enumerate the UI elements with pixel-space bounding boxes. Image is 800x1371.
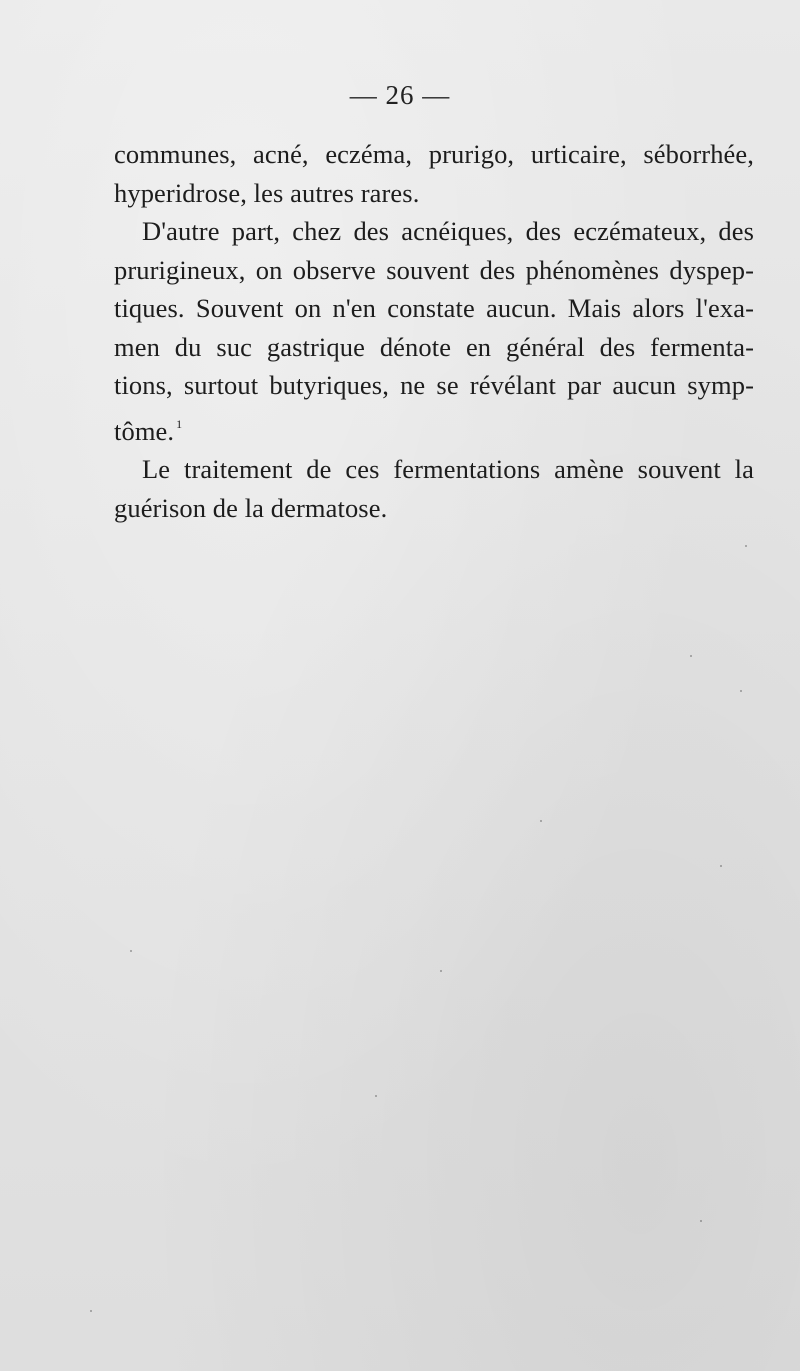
scan-speck bbox=[745, 545, 747, 547]
scan-speck bbox=[700, 1220, 702, 1222]
text-line: D'autre part, chez des acnéiques, des eczémateux, des bbox=[142, 216, 754, 246]
text-line: men du suc gastrique dénote en général des fermenta- bbox=[114, 331, 754, 362]
scan-speck bbox=[720, 865, 722, 867]
scan-speck bbox=[540, 820, 542, 822]
text-line: Le traitement de ces fermentations amène souvent la bbox=[142, 454, 754, 484]
text-line: tions, surtout butyriques, ne se révélant par aucun symp- bbox=[114, 370, 754, 400]
body-text bbox=[114, 135, 754, 527]
scan-speck bbox=[440, 970, 442, 972]
page-number: — 26 — bbox=[349, 80, 451, 110]
text-line: tôme. bbox=[114, 415, 175, 446]
text-line: communes, acné, eczéma, prurigo, urticaire, séborrhée, bbox=[114, 139, 754, 169]
text-line-with-footnote bbox=[114, 405, 754, 451]
text-line: guérison de la dermatose. bbox=[114, 492, 388, 523]
text-line: prurigineux, on observe souvent des phénomènes dyspep- bbox=[114, 254, 754, 285]
scan-speck bbox=[690, 655, 692, 657]
scan-speck bbox=[740, 690, 742, 692]
footnote-marker: 1 bbox=[176, 416, 183, 431]
text-line: hyperidrose, les autres rares. bbox=[114, 177, 420, 208]
scan-speck bbox=[130, 950, 132, 952]
scan-speck bbox=[375, 1095, 377, 1097]
text-line: tiques. Souvent on n'en constate aucun. Mais alors l'exa- bbox=[114, 293, 754, 323]
scan-speck bbox=[90, 1310, 92, 1312]
